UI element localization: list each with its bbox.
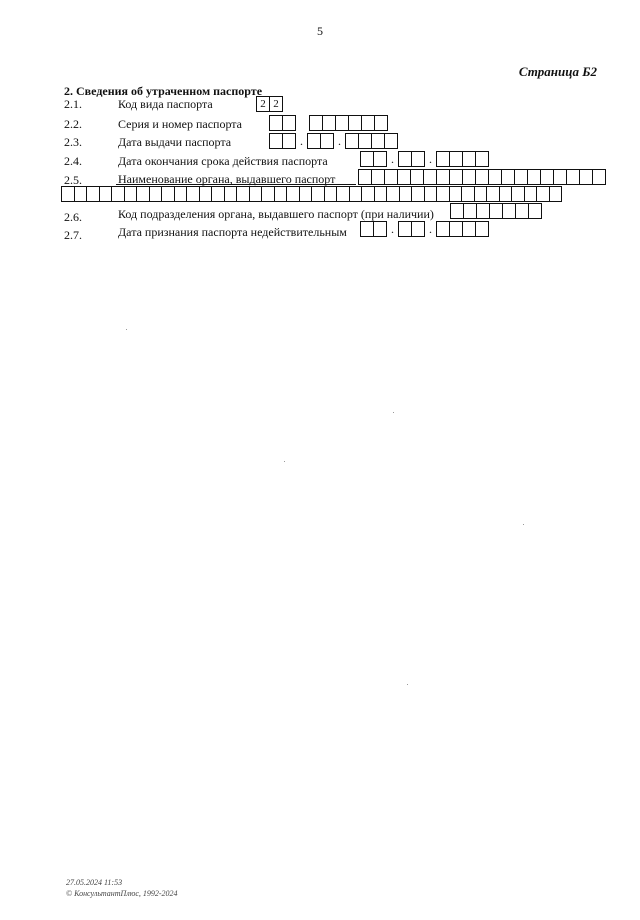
row-label-issuing-authority: Наименование органа, выдавшего паспорт [118, 172, 336, 186]
row-number-2-2: 2.2. [64, 117, 82, 131]
issuing-authority-cell[interactable] [99, 186, 113, 202]
passport-type-code-field[interactable] [256, 96, 283, 112]
division-code-cell[interactable] [476, 203, 490, 219]
issuing-authority-cell[interactable] [286, 186, 300, 202]
scan-speck [523, 524, 524, 525]
issuing-authority-cell[interactable] [527, 169, 541, 185]
scan-speck [284, 461, 285, 462]
row-label-invalidation-date: Дата признания паспорта недействительным [118, 225, 347, 239]
issuing-authority-cell[interactable] [524, 186, 538, 202]
row-number-2-3: 2.3. [64, 135, 82, 149]
invalidation-date-month-cell[interactable] [398, 221, 412, 237]
invalidation-date-year-cell[interactable] [475, 221, 489, 237]
issuing-authority-cell[interactable] [449, 169, 463, 185]
issuing-authority-cell[interactable] [579, 169, 593, 185]
division-code-cell[interactable] [502, 203, 516, 219]
invalidation-date-year-cell[interactable] [462, 221, 476, 237]
passport-number-cell[interactable] [322, 115, 336, 131]
issue-date-month-cell[interactable] [320, 133, 334, 149]
issuing-authority-cell[interactable] [540, 169, 554, 185]
expiry-date-year-cell[interactable] [436, 151, 450, 167]
issuing-authority-cell[interactable] [261, 186, 275, 202]
invalidation-date-day-cell[interactable] [360, 221, 374, 237]
invalidation-date-year-cell[interactable] [449, 221, 463, 237]
scan-speck [393, 412, 394, 413]
footer-source: © КонсультантПлюс, 1992-2024 [66, 889, 178, 898]
issuing-authority-cell[interactable] [249, 186, 263, 202]
issuing-authority-cell[interactable] [423, 169, 437, 185]
issuing-authority-cell[interactable] [349, 186, 363, 202]
issue-date-year-cell[interactable] [345, 133, 359, 149]
row-label-expiry-date: Дата окончания срока действия паспорта [118, 154, 328, 168]
passport-series-cell[interactable] [269, 115, 283, 131]
issuing-authority-cell[interactable] [374, 186, 388, 202]
issuing-authority-cell[interactable] [536, 186, 550, 202]
issuing-authority-cell[interactable] [274, 186, 288, 202]
issue-date-field[interactable] [269, 133, 398, 149]
issuing-authority-cell[interactable] [299, 186, 313, 202]
invalidation-date-month-cell[interactable] [411, 221, 425, 237]
passport-type-code-cell[interactable]: 2 [269, 96, 283, 112]
expiry-date-day-cell[interactable] [360, 151, 374, 167]
issuing-authority-cell[interactable] [186, 186, 200, 202]
invalidation-date-field[interactable] [360, 221, 489, 237]
issue-date-year-cell[interactable] [358, 133, 372, 149]
footer-timestamp: 27.05.2024 11:53 [66, 878, 123, 887]
issuing-authority-cell[interactable] [499, 186, 513, 202]
date-separator: . [391, 152, 394, 166]
issuing-authority-cell[interactable] [361, 186, 375, 202]
issuing-authority-cell[interactable] [501, 169, 515, 185]
row-number-2-4: 2.4. [64, 154, 82, 168]
issuing-authority-cell[interactable] [553, 169, 567, 185]
expiry-date-year-cell[interactable] [475, 151, 489, 167]
issue-date-day-cell[interactable] [282, 133, 296, 149]
expiry-date-month-cell[interactable] [411, 151, 425, 167]
page-number: 5 [317, 24, 323, 38]
date-separator: . [429, 222, 432, 236]
issue-date-year-cell[interactable] [384, 133, 398, 149]
issuing-authority-cell[interactable] [592, 169, 606, 185]
issuing-authority-cell[interactable] [124, 186, 138, 202]
row-label-series-number: Серия и номер паспорта [118, 117, 243, 131]
passport-number-cell[interactable] [361, 115, 375, 131]
passport-number-cell[interactable] [335, 115, 349, 131]
issue-date-day-cell[interactable] [269, 133, 283, 149]
issuing-authority-cell[interactable] [514, 169, 528, 185]
row-label-division-code: Код подразделения органа, выдавшего паспорт (при наличии) [118, 207, 434, 221]
issuing-authority-cell[interactable] [436, 186, 450, 202]
row-number-2-7: 2.7. [64, 228, 82, 242]
division-code-cell[interactable] [528, 203, 542, 219]
expiry-date-year-cell[interactable] [449, 151, 463, 167]
division-code-cell[interactable] [450, 203, 464, 219]
division-code-cell[interactable] [515, 203, 529, 219]
issuing-authority-cell[interactable] [136, 186, 150, 202]
issuing-authority-cell[interactable] [111, 186, 125, 202]
expiry-date-day-cell[interactable] [373, 151, 387, 167]
passport-number-cell[interactable] [348, 115, 362, 131]
date-separator: . [300, 134, 303, 148]
issuing-authority-cell[interactable] [371, 169, 385, 185]
issuing-authority-cell[interactable] [397, 169, 411, 185]
issuing-authority-cell[interactable] [174, 186, 188, 202]
row-number-2-1: 2.1. [64, 97, 82, 111]
issuing-authority-cell[interactable] [424, 186, 438, 202]
date-separator: . [338, 134, 341, 148]
issuing-authority-cell[interactable] [566, 169, 580, 185]
passport-series-field[interactable] [269, 115, 296, 131]
issuing-authority-cell[interactable] [86, 186, 100, 202]
invalidation-date-year-cell[interactable] [436, 221, 450, 237]
invalidation-date-day-cell[interactable] [373, 221, 387, 237]
issuing-authority-cell[interactable] [399, 186, 413, 202]
issuing-authority-cell[interactable] [336, 186, 350, 202]
issuing-authority-cell[interactable] [61, 186, 75, 202]
issuing-authority-cell[interactable] [411, 186, 425, 202]
issuing-authority-field-line-2[interactable] [61, 186, 607, 202]
page-label: Страница Б2 [518, 64, 597, 79]
issuing-authority-cell[interactable] [324, 186, 338, 202]
division-code-field[interactable] [450, 203, 542, 219]
issuing-authority-cell[interactable] [211, 186, 225, 202]
issuing-authority-cell[interactable] [474, 186, 488, 202]
passport-series-cell[interactable] [282, 115, 296, 131]
passport-number-cell[interactable] [374, 115, 388, 131]
issuing-authority-cell[interactable] [199, 186, 213, 202]
issue-date-year-cell[interactable] [371, 133, 385, 149]
expiry-date-year-cell[interactable] [462, 151, 476, 167]
division-code-cell[interactable] [463, 203, 477, 219]
expiry-date-month-cell[interactable] [398, 151, 412, 167]
row-number-2-6: 2.6. [64, 210, 82, 224]
issuing-authority-cell[interactable] [236, 186, 250, 202]
issuing-authority-cell[interactable] [386, 186, 400, 202]
passport-number-field[interactable] [309, 115, 388, 131]
issuing-authority-cell[interactable] [311, 186, 325, 202]
issuing-authority-cell[interactable] [436, 169, 450, 185]
issuing-authority-cell[interactable] [161, 186, 175, 202]
issuing-authority-cell[interactable] [410, 169, 424, 185]
issuing-authority-cell[interactable] [549, 186, 563, 202]
issuing-authority-cell[interactable] [74, 186, 88, 202]
issuing-authority-cell[interactable] [384, 169, 398, 185]
divider [116, 184, 356, 185]
row-number-2-5: 2.5. [64, 173, 82, 187]
row-label-passport-type: Код вида паспорта [118, 97, 213, 111]
passport-number-cell[interactable] [309, 115, 323, 131]
issuing-authority-cell[interactable] [486, 186, 500, 202]
issuing-authority-field-line-1[interactable] [358, 169, 606, 185]
issuing-authority-cell[interactable] [224, 186, 238, 202]
section-title: 2. Сведения об утраченном паспорте [64, 84, 263, 98]
issue-date-month-cell[interactable] [307, 133, 321, 149]
issuing-authority-cell[interactable] [462, 169, 476, 185]
issuing-authority-cell[interactable] [461, 186, 475, 202]
issuing-authority-cell[interactable] [511, 186, 525, 202]
scan-speck [407, 684, 408, 685]
date-separator: . [391, 222, 394, 236]
scan-speck [126, 329, 127, 330]
issuing-authority-cell[interactable] [488, 169, 502, 185]
passport-type-code-cell[interactable]: 2 [256, 96, 270, 112]
expiry-date-field[interactable] [360, 151, 489, 167]
issuing-authority-cell[interactable] [149, 186, 163, 202]
issuing-authority-cell[interactable] [449, 186, 463, 202]
date-separator: . [429, 152, 432, 166]
issuing-authority-cell[interactable] [358, 169, 372, 185]
issuing-authority-cell[interactable] [475, 169, 489, 185]
row-label-issue-date: Дата выдачи паспорта [118, 135, 232, 149]
division-code-cell[interactable] [489, 203, 503, 219]
